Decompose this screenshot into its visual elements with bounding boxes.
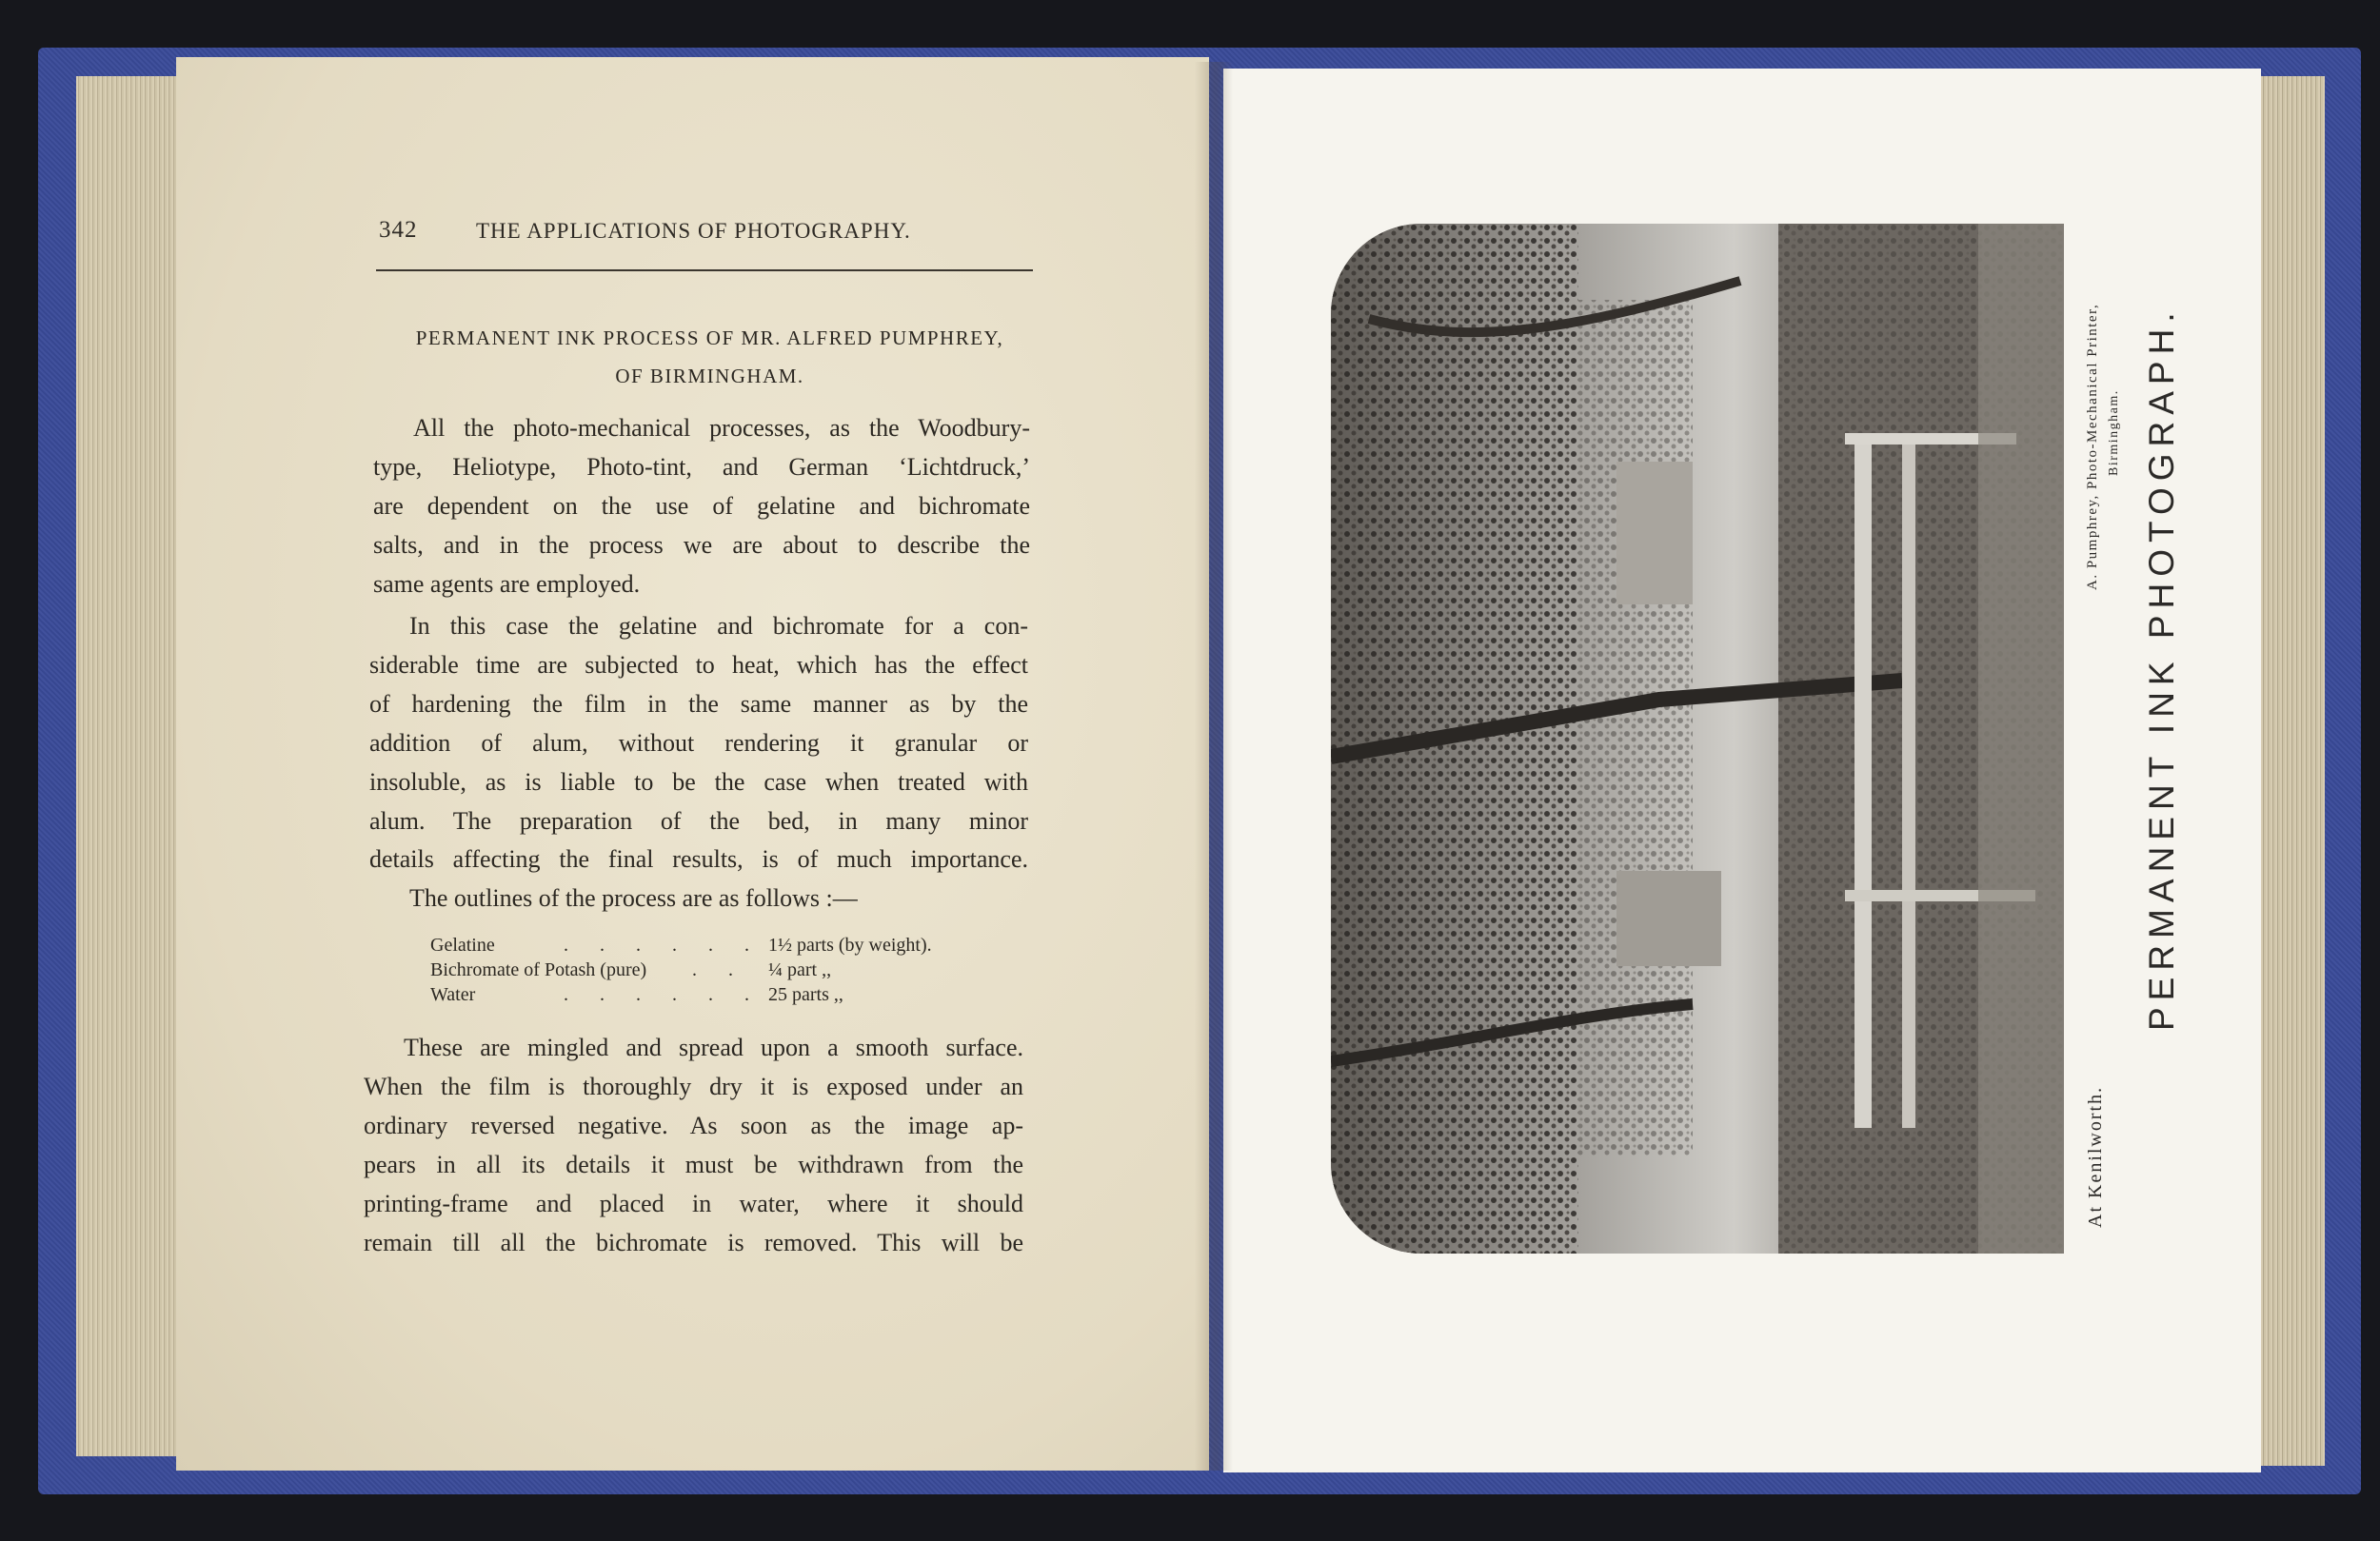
text-line: remain till all the bichromate is removed. This will be <box>364 1228 1023 1256</box>
text-line: type, Heliotype, Photo-tint, and German ‘Lichtdruck,’ <box>373 452 1030 481</box>
text-line: addition of alum, without rendering it granular or <box>369 728 1028 757</box>
plate-printer-credit: A. Pumphrey, Photo-Mechanical Printer, <box>2085 303 2100 590</box>
plate-title: PERMANENT INK PHOTOGRAPH. <box>2142 306 2181 1031</box>
text-line: insoluble, as is liable to be the case when treated with <box>369 767 1028 796</box>
text-line: All the photo-mechanical processes, as the Woodbury- <box>413 414 1030 442</box>
text-line: salts, and in the process we are about to describe the <box>373 530 1030 559</box>
text-line: In this case the gelatine and bichromate for a con- <box>409 612 1028 640</box>
paragraph-intro <box>373 409 1030 604</box>
text-line: printing-frame and placed in water, where it should <box>364 1189 1023 1217</box>
text-line: details affecting the final results, is of much importance. <box>369 845 1028 874</box>
section-title <box>369 319 1050 395</box>
leader-dots: . . . . . . <box>564 935 763 956</box>
running-title: THE APPLICATIONS OF PHOTOGRAPHY. <box>476 219 911 243</box>
section-title-line: PERMANENT INK PROCESS OF MR. ALFRED PUMPHREY, <box>415 326 1004 349</box>
leader-dots: . . . . . . <box>564 984 763 1005</box>
recipe-table <box>430 933 1002 1007</box>
recipe-row <box>430 958 1002 982</box>
ingredient-quantity: 1½ parts (by weight). <box>768 935 932 956</box>
ingredient-quantity: ¼ part ,, <box>768 959 832 980</box>
leader-dots: . . <box>692 959 746 980</box>
running-head <box>376 217 1033 255</box>
text-line: These are mingled and spread upon a smooth surface. <box>404 1034 1023 1061</box>
text-line: same agents are employed. <box>373 569 641 598</box>
recipe-row <box>430 933 1002 958</box>
left-page-edges <box>76 76 190 1456</box>
plate-location: At Kenilworth. <box>2085 1085 2106 1228</box>
text-line: ordinary reversed negative. As soon as the image ap- <box>364 1111 1023 1139</box>
text-line: are dependent on the use of gelatine and bichromate <box>373 491 1030 520</box>
text-line: pears in all its details it must be withdrawn from the <box>364 1150 1023 1178</box>
ingredient-name: Water <box>430 984 476 1005</box>
text-line: of hardening the film in the same manner as by the <box>369 689 1028 718</box>
plate-photograph <box>1331 224 2064 1254</box>
header-rule <box>376 269 1033 271</box>
section-title-line: OF BIRMINGHAM. <box>615 365 804 387</box>
ingredient-name: Bichromate of Potash (pure) <box>430 959 647 980</box>
text-line: alum. The preparation of the bed, in many minor <box>369 806 1028 835</box>
book-gutter <box>1195 62 1233 1471</box>
text-line: When the film is thoroughly dry it is exposed under an <box>364 1072 1023 1100</box>
kenilworth-scene-image <box>1331 224 2064 1254</box>
recipe-row <box>430 982 1002 1007</box>
paragraph-process <box>369 607 1028 919</box>
text-line: siderable time are subjected to heat, which has the effect <box>369 650 1028 679</box>
ingredient-quantity: 25 parts ,, <box>768 984 843 1005</box>
page-number: 342 <box>379 217 418 243</box>
plate-printer-city: Birmingham. <box>2107 389 2121 476</box>
ingredient-name: Gelatine <box>430 935 495 956</box>
paragraph-exposure <box>364 1029 1023 1262</box>
text-line: The outlines of the process are as follows :— <box>409 884 858 913</box>
